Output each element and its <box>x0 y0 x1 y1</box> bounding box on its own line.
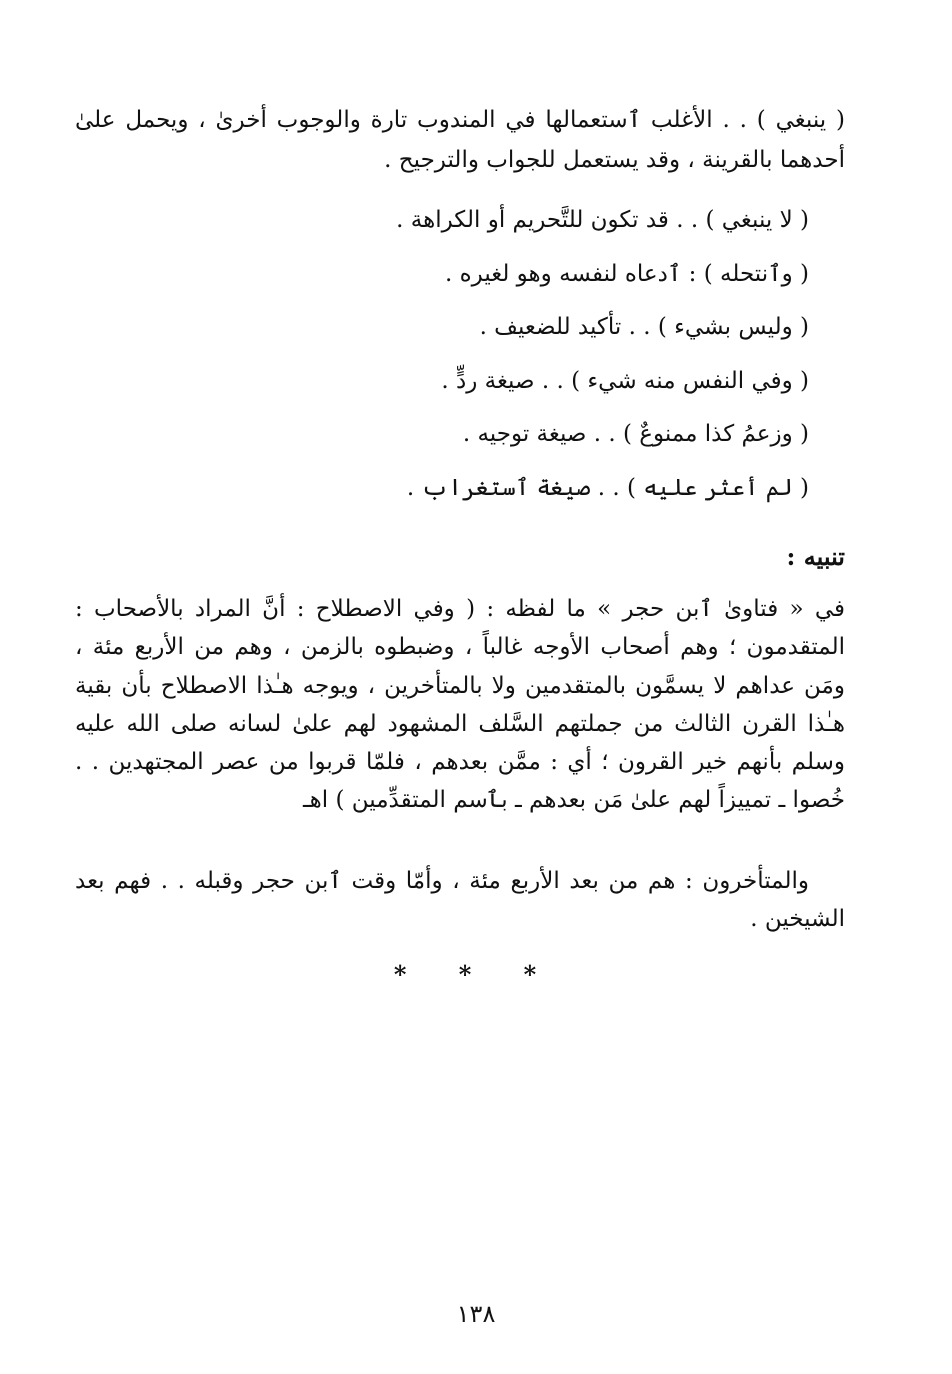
paragraph-later-scholars: والمتأخرون : هم من بعد الأربع مئة ، وأمّا وقت ٱبن حجر وقبله . . فهم بعد الشيخين . <box>75 868 845 932</box>
page-number: ١٣٨ <box>456 1300 496 1328</box>
section-heading: تنبيه : <box>786 542 845 571</box>
paragraph-notice: في « فتاوىٰ ٱبن حجر » ما لفظه : ( وفي الاصطلاح : أنَّ المراد بالأصحاب : المتقدمون ؛ وهم أصحاب الأوجه غالباً ، وضبطوه بالزمن ، وهم من الأربع مئة ، ومَن عداهم لا يسمَّون بالمتقدمين ولا بالمتأخرين ، ويوجه هـٰذا الاصطلاح بأن بقية هـٰذا القرن الثالث من جملتهم السَّلف المشهود لهم علىٰ لسانه صلى الله عليه وسلم بأنهم خير القرون ؛ أي : ممَّن بعدهم ، فلمّا قربوا من عصر المجتهدين . . خُصوا ـ تمييزاً لهم علىٰ مَن بعدهم ـ بٱسم المتقدِّمين ) اهـ <box>75 596 845 814</box>
section-separator: * * * <box>393 960 559 989</box>
term-wa-zaam: ( وزعمُ كذا ممنوعٌ ) . . صيغة توجيه . <box>462 421 809 447</box>
paragraph-yanbaghi: ( ينبغي ) . . الأغلب ٱستعمالها في المندوب تارة والوجوب أخرىٰ ، ويحمل علىٰ أحدهما بالقرينة ، وقد يستعمل للجواب والترجيح . <box>75 107 845 173</box>
term-intahalahu: ( وٱنتحله ) : ٱدعاه لنفسه وهو لغيره . <box>444 260 809 287</box>
term-la-yanbaghi: ( لا ينبغي ) . . قد تكون للتَّحريم أو الكراهة . <box>396 207 809 233</box>
term-wa-fi-an-nafs: ( وفي النفس منه شيء ) . . صيغة ردٍّ . <box>441 367 809 394</box>
term-lam-athur: ( لم أعثر عليه ) . . صيغة ٱستغراب . <box>406 474 809 501</box>
terms-list <box>75 194 845 515</box>
term-laysa-bishay: ( وليس بشيء ) . . تأكيد للضعيف . <box>479 314 809 340</box>
